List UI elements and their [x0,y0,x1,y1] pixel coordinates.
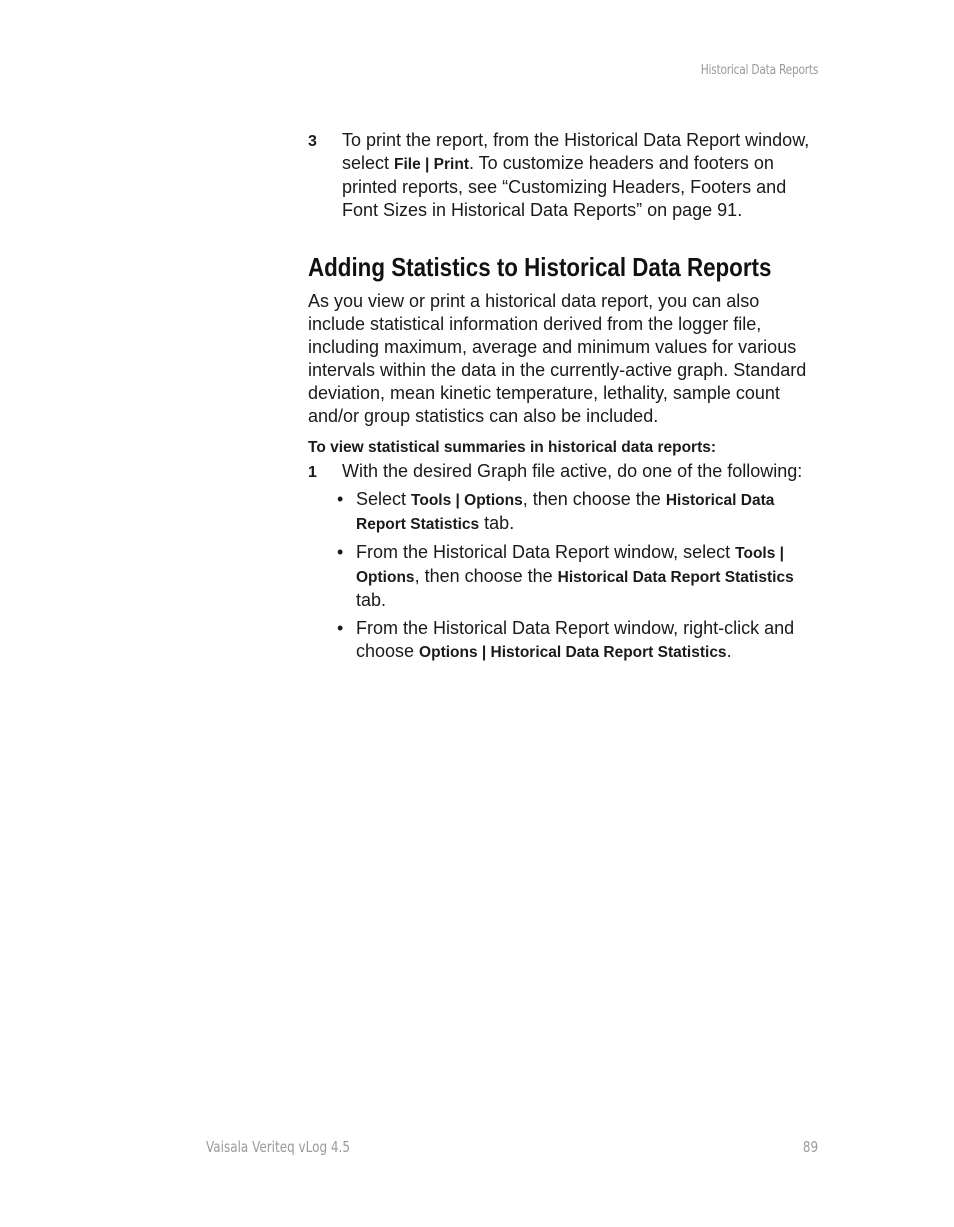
intro-paragraph: As you view or print a historical data report, you can also include statistical information derived from the logger file, including maximum, average and minimum values for various intervals within the data in the currently-active graph. Standard deviation, mean kinetic temperature, lethality, sample count and/or group statistics can also be included. [308,291,807,426]
item-text: Select [356,489,412,509]
procedure-heading: To view statistical summaries in historical data reports: [308,439,717,456]
step-3 [308,129,820,222]
item-text: , then choose the [522,489,666,509]
item-text: tab. [356,590,387,610]
item-text: , then choose the [414,566,558,586]
ui-command: Historical Data Report Statistics [557,569,794,586]
step-text: To print the report, from the Historical Data Report window, select [342,130,810,173]
item-text: From the Historical Data Report window, select [356,542,736,562]
ui-command: Options | Historical Data Report Statistics [419,644,727,661]
bullet-icon: • [337,542,344,562]
page-number: 89 [802,1138,818,1156]
ui-command: Tools | Options [356,545,784,586]
ui-command: Historical Data Report Statistics [356,492,775,533]
list-item [337,488,820,536]
section-heading: Adding Statistics to Historical Data Reports [308,252,772,282]
bullet-icon: • [337,489,344,509]
option-list [308,488,820,664]
item-text: . [726,641,732,661]
step-text: With the desired Graph file active, do one of the following: [342,461,803,481]
step-number: 1 [308,464,317,481]
step-number: 3 [308,133,317,150]
bullet-icon: • [337,618,344,638]
step-text: . To customize headers and footers on printed reports, see “Customizing Headers, Footers and Font Sizes in Historical Data Reports” on page 91. [342,153,787,220]
list-item [337,541,820,612]
ui-command: File | Print [394,156,469,173]
running-header: Historical Data Reports [700,63,818,78]
page-content [308,129,820,669]
ui-command: Tools | Options [411,492,523,509]
item-text: From the Historical Data Report window, right-click and choose [356,618,795,661]
item-text: tab. [479,513,515,533]
step-1 [308,460,820,483]
footer-product: Vaisala Veriteq vLog 4.5 [206,1138,350,1156]
list-item [337,617,820,664]
